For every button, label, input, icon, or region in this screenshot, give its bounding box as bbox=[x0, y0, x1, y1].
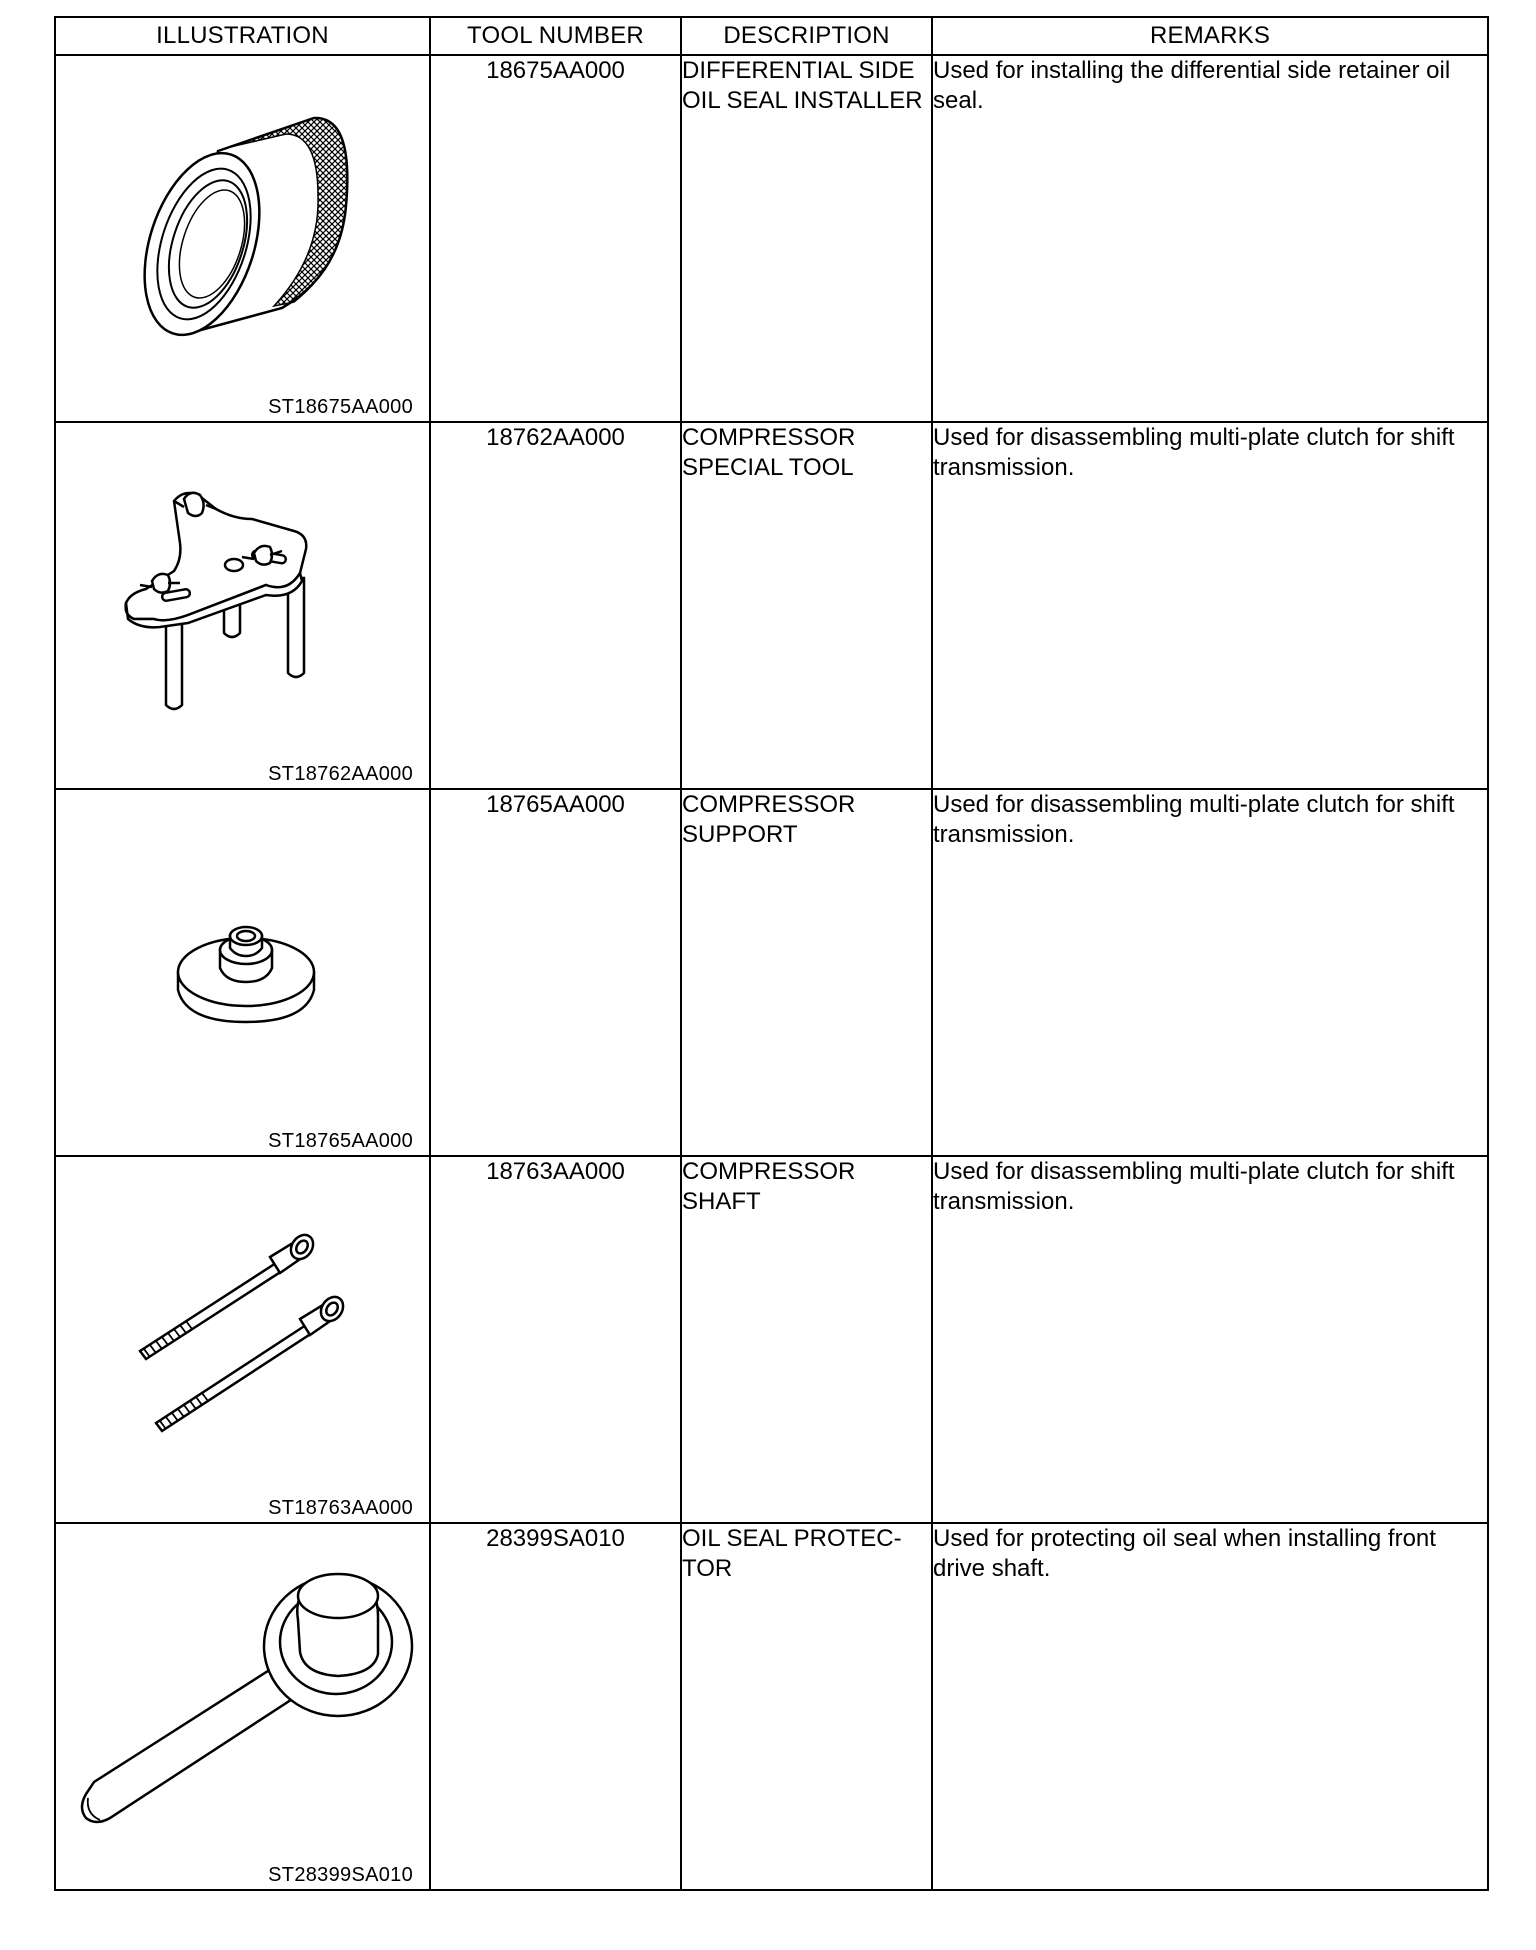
tool-number-cell: 18765AA000 bbox=[430, 789, 681, 1156]
illustration-cell bbox=[55, 55, 430, 422]
table-row bbox=[55, 422, 1488, 789]
header-row bbox=[55, 17, 1488, 55]
oil-seal-installer-illustration bbox=[56, 56, 431, 421]
description-cell: DIFFERENTIAL SIDE OIL SEAL INSTALLER bbox=[681, 55, 932, 422]
header-illustration: ILLUSTRATION bbox=[55, 17, 430, 55]
table-row bbox=[55, 55, 1488, 422]
table-row bbox=[55, 789, 1488, 1156]
remarks-cell: Used for disassembling multi-plate clutch for shift transmission. bbox=[932, 1156, 1488, 1523]
description-cell: COMPRESSOR SPECIAL TOOL bbox=[681, 422, 932, 789]
description-cell: OIL SEAL PROTEC-TOR bbox=[681, 1523, 932, 1890]
remarks-cell: Used for installing the differential side retainer oil seal. bbox=[932, 55, 1488, 422]
illustration-cell bbox=[55, 1523, 430, 1890]
tool-number-cell: 18763AA000 bbox=[430, 1156, 681, 1523]
table-row bbox=[55, 1523, 1488, 1890]
header-tool-number: TOOL NUMBER bbox=[430, 17, 681, 55]
image-code: ST18765AA000 bbox=[268, 1130, 413, 1152]
table-row bbox=[55, 1156, 1488, 1523]
illustration-cell bbox=[55, 789, 430, 1156]
image-code: ST18763AA000 bbox=[268, 1497, 413, 1519]
tool-number-cell: 18762AA000 bbox=[430, 422, 681, 789]
remarks-cell: Used for disassembling multi-plate clutch for shift transmission. bbox=[932, 422, 1488, 789]
image-code: ST18762AA000 bbox=[268, 763, 413, 785]
tool-number-cell: 18675AA000 bbox=[430, 55, 681, 422]
compressor-special-tool-illustration bbox=[56, 423, 431, 788]
header-description: DESCRIPTION bbox=[681, 17, 932, 55]
description-cell: COMPRESSOR SHAFT bbox=[681, 1156, 932, 1523]
special-tools-table bbox=[54, 16, 1489, 1891]
description-cell: COMPRESSOR SUPPORT bbox=[681, 789, 932, 1156]
header-remarks: REMARKS bbox=[932, 17, 1488, 55]
illustration-cell bbox=[55, 1156, 430, 1523]
oil-seal-protector-illustration bbox=[56, 1524, 431, 1889]
remarks-cell: Used for protecting oil seal when installing front drive shaft. bbox=[932, 1523, 1488, 1890]
illustration-cell bbox=[55, 422, 430, 789]
image-code: ST18675AA000 bbox=[268, 396, 413, 418]
image-code: ST28399SA010 bbox=[268, 1864, 413, 1886]
compressor-shaft-illustration bbox=[56, 1157, 431, 1522]
tool-number-cell: 28399SA010 bbox=[430, 1523, 681, 1890]
compressor-support-illustration bbox=[56, 790, 431, 1155]
remarks-cell: Used for disassembling multi-plate clutch for shift transmission. bbox=[932, 789, 1488, 1156]
